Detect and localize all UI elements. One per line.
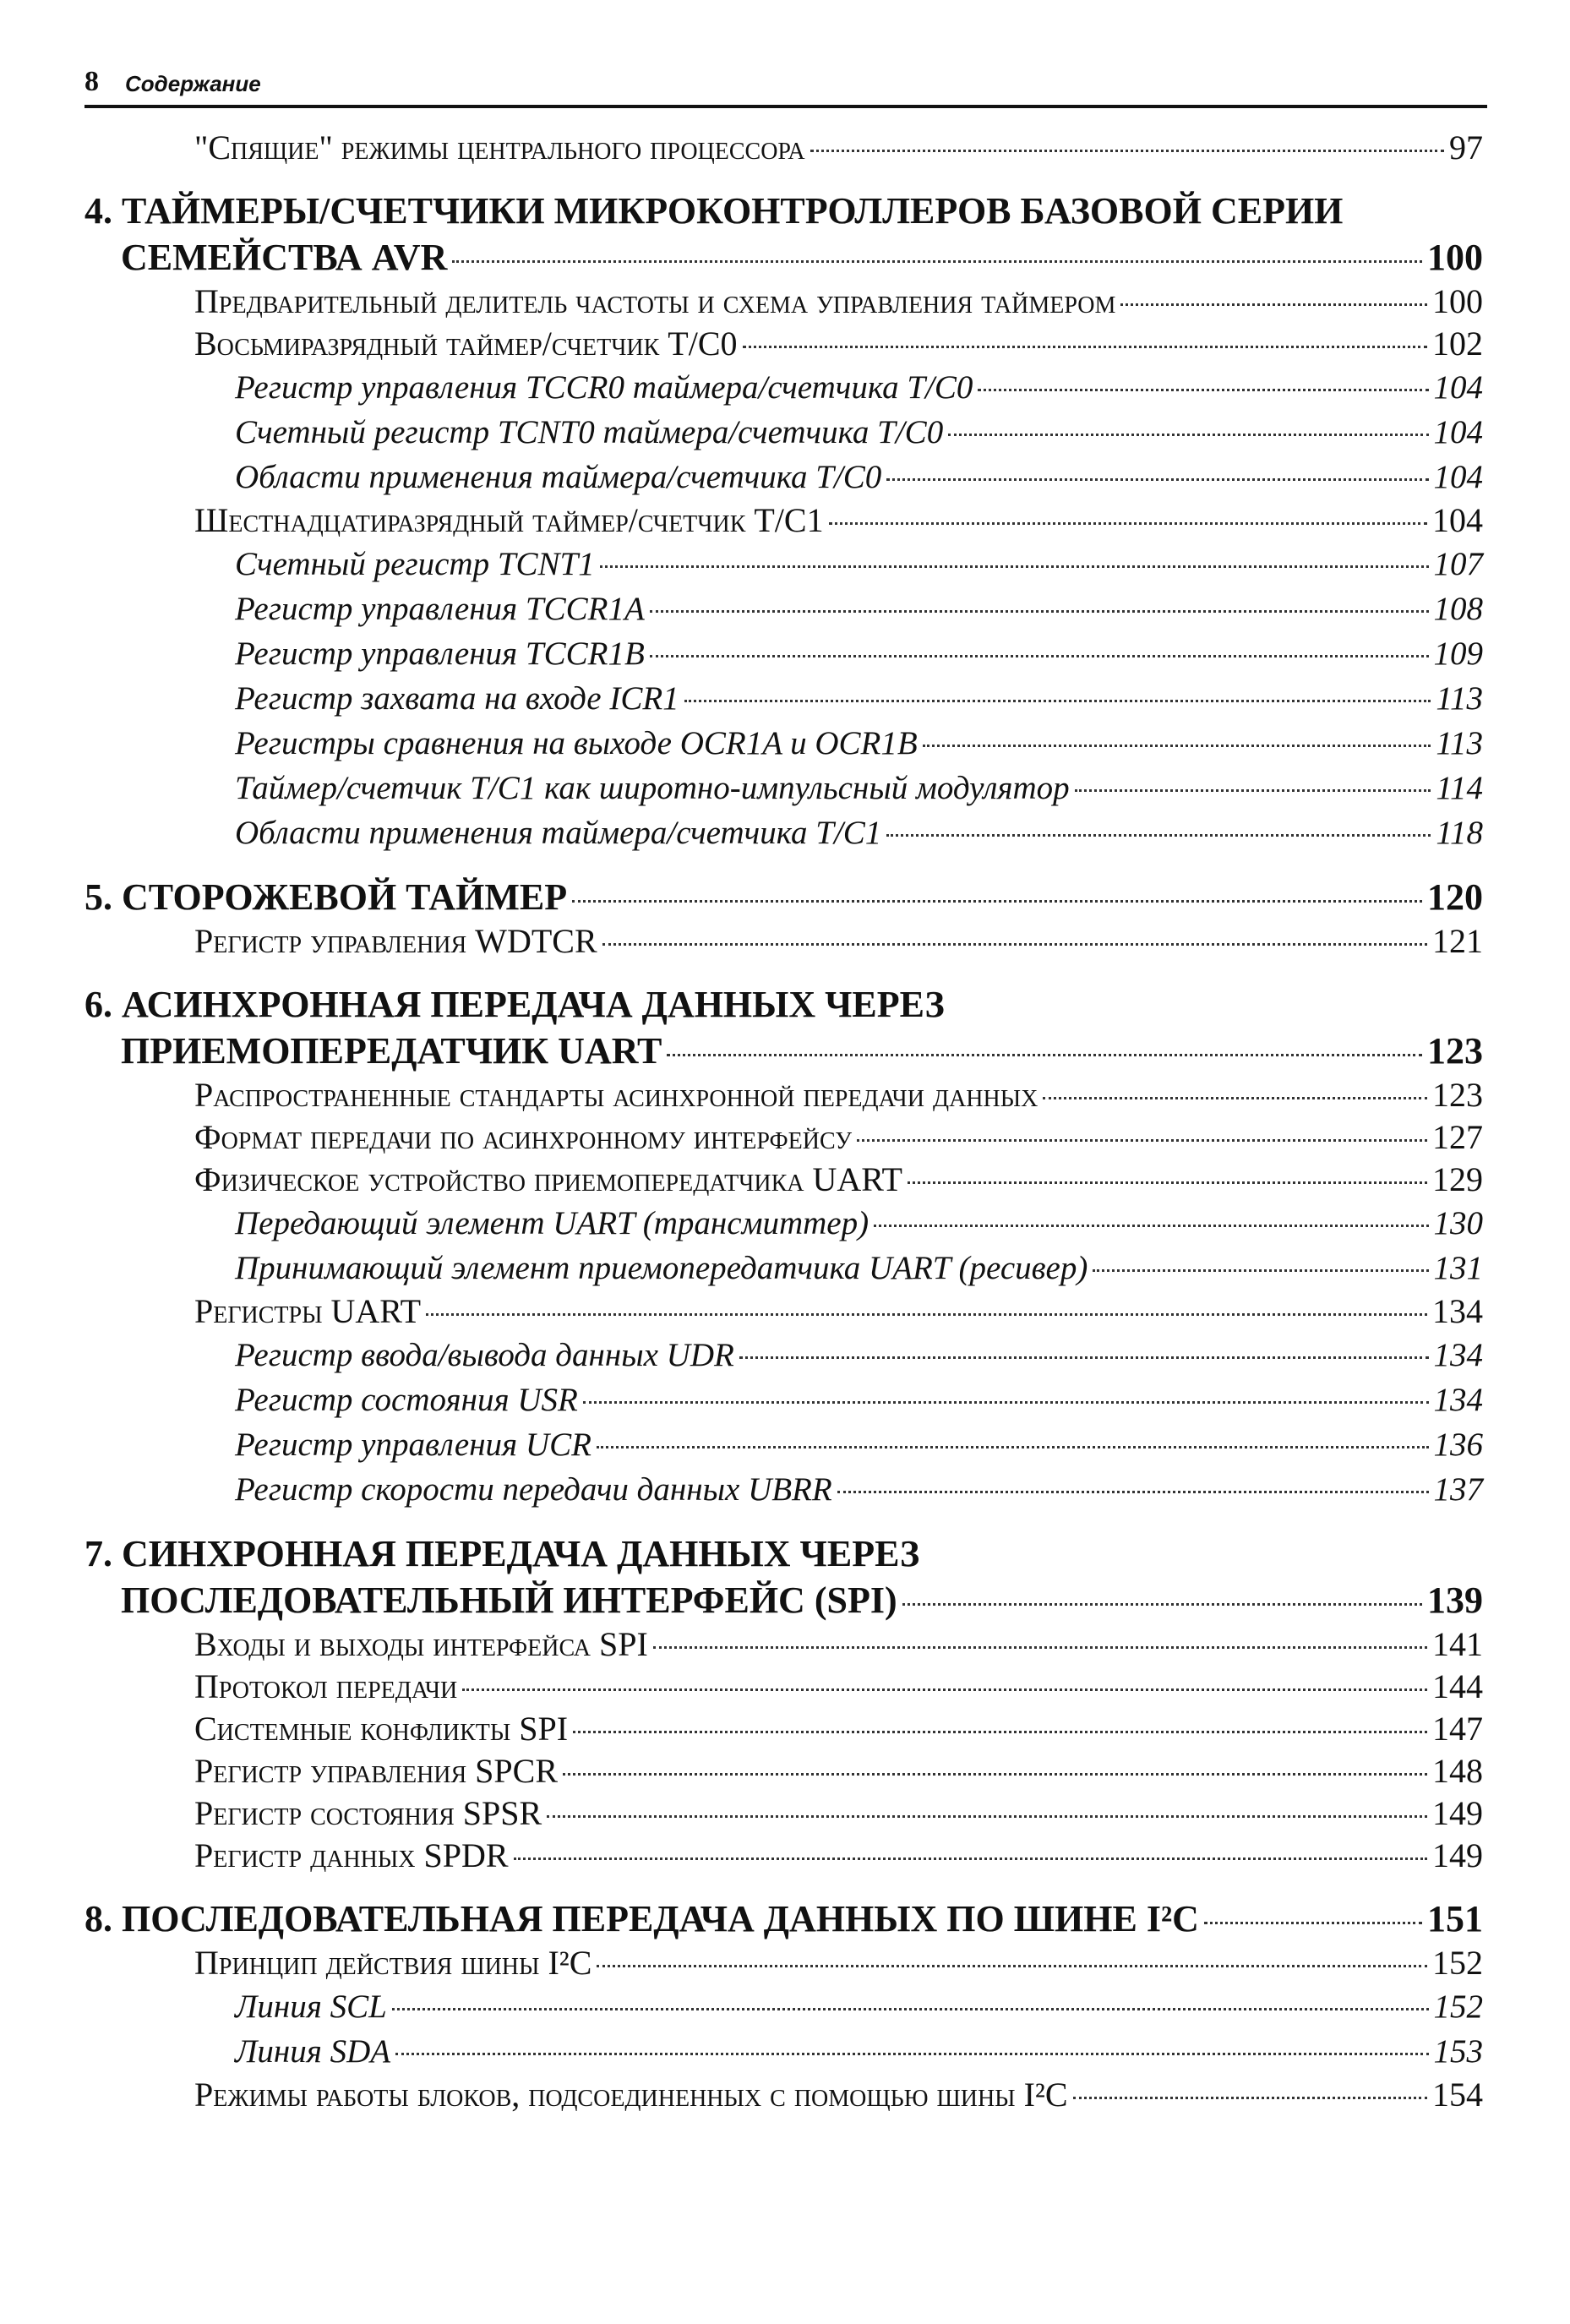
- toc-section[interactable]: [84, 920, 1483, 963]
- entry-title: Регистр состояния USR: [235, 1382, 578, 1418]
- dot-leader: [597, 1446, 1429, 1448]
- toc-subsection[interactable]: [84, 721, 1483, 766]
- entry-title: Восьмиразрядный таймер/счетчик T/C0: [194, 325, 738, 363]
- entry-title: Области применения таймера/счетчика T/C0: [235, 459, 882, 495]
- toc-section[interactable]: [84, 1708, 1483, 1750]
- page-ref: 123: [1427, 1030, 1483, 1072]
- dot-leader: [395, 2053, 1428, 2055]
- page-ref: 127: [1432, 1118, 1483, 1156]
- page-ref: 104: [1433, 414, 1483, 450]
- header-rule: [84, 105, 1487, 108]
- entry-title: Области применения таймера/счетчика T/C1: [235, 815, 882, 851]
- page-header: [84, 66, 1487, 103]
- toc-subsection[interactable]: [84, 1246, 1483, 1290]
- dot-leader: [1204, 1922, 1422, 1924]
- page-ref: 100: [1432, 282, 1483, 320]
- toc-section[interactable]: [84, 2074, 1483, 2116]
- entry-title: Регистр захвата на входе ICR1: [235, 680, 679, 717]
- toc-subsection[interactable]: [84, 766, 1483, 810]
- dot-leader: [667, 1054, 1422, 1056]
- toc-section[interactable]: [84, 1750, 1483, 1792]
- dot-leader: [923, 745, 1431, 747]
- entry-title: Регистр состояния SPSR: [194, 1794, 542, 1832]
- page-ref: 134: [1433, 1382, 1483, 1418]
- dot-leader: [392, 2008, 1429, 2010]
- page-ref: 152: [1432, 1944, 1483, 1982]
- chapter-number: 8.: [84, 1898, 122, 1939]
- chapter-heading[interactable]: [84, 874, 1483, 920]
- chapter-title-text: ПОСЛЕДОВАТЕЛЬНАЯ ПЕРЕДАЧА ДАННЫХ ПО ШИНЕ I²C: [122, 1898, 1199, 1939]
- entry-title: Передающий элемент UART (трансмиттер): [235, 1205, 869, 1241]
- entry-title: Протокол передачи: [194, 1667, 458, 1705]
- dot-leader: [514, 1858, 1427, 1860]
- toc-section[interactable]: [84, 1942, 1483, 1984]
- running-title: Содержание: [125, 71, 261, 96]
- chapter-title-line: [84, 1896, 1483, 1942]
- toc-subsection[interactable]: [84, 676, 1483, 721]
- entry-title: Распространенные стандарты асинхронной передачи данных: [194, 1076, 1038, 1114]
- dot-leader: [886, 834, 1431, 837]
- entry-title: Регистр управления TCCR1A: [235, 591, 645, 627]
- entry-title: Регистр управления TCCR1B: [235, 636, 645, 672]
- table-of-contents: [84, 127, 1483, 2116]
- chapter-number: 6.: [84, 984, 122, 1025]
- entry-title: Формат передачи по асинхронному интерфейсу: [194, 1118, 853, 1156]
- chapter-title: СИНХРОННАЯ ПЕРЕДАЧА ДАННЫХ ЧЕРЕЗ: [122, 1533, 920, 1574]
- page-ref: 137: [1433, 1471, 1483, 1508]
- chapter-title-line: [84, 1577, 1483, 1623]
- chapter-heading[interactable]: [84, 981, 1483, 1074]
- toc-subsection[interactable]: [84, 1467, 1483, 1512]
- page-ref: 129: [1432, 1160, 1483, 1198]
- dot-leader: [810, 150, 1444, 152]
- chapter-number: 7.: [84, 1533, 122, 1574]
- dot-leader: [743, 346, 1427, 348]
- page-ref: 121: [1432, 922, 1483, 960]
- page-ref: 97: [1449, 128, 1483, 166]
- page-ref: 120: [1427, 876, 1483, 918]
- entry-title: Принимающий элемент приемопередатчика UART (ресивер): [235, 1250, 1088, 1286]
- entry-title: Регистр управления SPCR: [194, 1752, 559, 1790]
- toc-subsection[interactable]: [84, 1333, 1483, 1377]
- dot-leader: [597, 1965, 1427, 1967]
- dot-leader: [573, 1731, 1427, 1733]
- toc-subsection[interactable]: [84, 410, 1483, 455]
- page-ref: 104: [1433, 459, 1483, 495]
- entry-title: Регистр ввода/вывода данных UDR: [235, 1337, 734, 1373]
- page-ref: 149: [1432, 1836, 1483, 1874]
- page-ref: 144: [1432, 1667, 1483, 1705]
- page-ref: 131: [1433, 1250, 1483, 1286]
- entry-title: Счетный регистр TCNT1: [235, 546, 595, 582]
- toc-subsection[interactable]: [84, 1377, 1483, 1422]
- dot-leader: [857, 1139, 1427, 1142]
- page-ref: 104: [1432, 501, 1483, 539]
- entry-title: Таймер/счетчик T/C1 как широтно-импульсный модулятор: [235, 770, 1070, 806]
- dot-leader: [829, 522, 1427, 525]
- toc-subsection[interactable]: [84, 365, 1483, 410]
- dot-leader: [902, 1603, 1422, 1606]
- toc-section[interactable]: [84, 499, 1483, 542]
- page-ref: 107: [1433, 546, 1483, 582]
- dot-leader: [650, 610, 1429, 613]
- dot-leader: [650, 655, 1429, 657]
- page-ref: 147: [1432, 1710, 1483, 1748]
- dot-leader: [602, 943, 1427, 946]
- page-ref: 148: [1432, 1752, 1483, 1790]
- chapter-title-line: [84, 981, 1483, 1028]
- toc-section[interactable]: [84, 323, 1483, 365]
- toc-subsection[interactable]: [84, 586, 1483, 631]
- chapter-title-text: СТОРОЖЕВОЙ ТАЙМЕР: [122, 876, 568, 918]
- toc-section[interactable]: [84, 1666, 1483, 1708]
- entry-title: Системные конфликты SPI: [194, 1710, 569, 1748]
- entry-title: Входы и выходы интерфейса SPI: [194, 1625, 648, 1663]
- page-ref: 153: [1433, 2033, 1483, 2070]
- toc-subsection[interactable]: [84, 631, 1483, 676]
- toc-subsection[interactable]: [84, 2029, 1483, 2074]
- chapter-title-line: [84, 874, 1483, 920]
- toc-section[interactable]: [84, 1116, 1483, 1159]
- dot-leader: [1093, 1269, 1428, 1272]
- page-ref: 123: [1432, 1076, 1483, 1114]
- page-ref: 149: [1432, 1794, 1483, 1832]
- page-ref: 100: [1427, 237, 1483, 278]
- dot-leader: [1120, 303, 1427, 306]
- dot-leader: [948, 434, 1428, 436]
- page-ref: 130: [1433, 1205, 1483, 1241]
- entry-title: Предварительный делитель частоты и схема управления таймером: [194, 282, 1116, 320]
- dot-leader: [886, 478, 1428, 481]
- toc-section[interactable]: [84, 1792, 1483, 1835]
- entry-title: Регистр управления TCCR0 таймера/счетчика T/C0: [235, 369, 973, 406]
- chapter-title-continued: ПРИЕМОПЕРЕДАТЧИК UART: [121, 1030, 662, 1072]
- page-ref: 113: [1436, 680, 1483, 717]
- chapter-title: ТАЙМЕРЫ/СЧЕТЧИКИ МИКРОКОНТРОЛЛЕРОВ БАЗОВОЙ СЕРИИ: [122, 190, 1344, 232]
- toc-section[interactable]: [84, 1835, 1483, 1877]
- page-ref: 134: [1432, 1292, 1483, 1330]
- chapter-number: 5.: [84, 876, 122, 918]
- entry-title: Регистр скорости передачи данных UBRR: [235, 1471, 832, 1508]
- toc-section[interactable]: [84, 127, 1483, 169]
- toc-section[interactable]: [84, 1074, 1483, 1116]
- page-ref: 152: [1433, 1988, 1483, 2025]
- chapter-title: [84, 1896, 1199, 1942]
- toc-section[interactable]: [84, 281, 1483, 323]
- chapter-heading[interactable]: [84, 1530, 1483, 1623]
- chapter-title: [84, 874, 567, 920]
- toc-subsection[interactable]: [84, 1422, 1483, 1467]
- dot-leader: [874, 1225, 1428, 1227]
- page-number: 8: [84, 66, 99, 97]
- chapter-title-continued: СЕМЕЙСТВА AVR: [121, 237, 448, 278]
- entry-title: "Спящие" режимы центрального процессора: [194, 128, 805, 166]
- dot-leader: [1073, 2097, 1427, 2099]
- page-ref: 139: [1427, 1579, 1483, 1621]
- entry-title: Линия SCL: [235, 1988, 387, 2025]
- entry-title: Шестнадцатиразрядный таймер/счетчик T/C1: [194, 501, 824, 539]
- chapter-title-line: [84, 1530, 1483, 1577]
- entry-title: Регистр данных SPDR: [194, 1836, 509, 1874]
- dot-leader: [462, 1688, 1427, 1691]
- entry-title: Регистр управления UCR: [235, 1427, 591, 1463]
- page-ref: 113: [1436, 725, 1483, 761]
- toc-section[interactable]: [84, 1290, 1483, 1333]
- page-ref: 141: [1432, 1625, 1483, 1663]
- entry-title: Физическое устройство приемопередатчика UART: [194, 1160, 902, 1198]
- chapter-title-line: [84, 188, 1483, 234]
- toc-subsection[interactable]: [84, 810, 1483, 855]
- page-ref: 151: [1427, 1898, 1483, 1939]
- toc-subsection[interactable]: [84, 542, 1483, 586]
- entry-title: Счетный регистр TCNT0 таймера/счетчика T/C0: [235, 414, 944, 450]
- chapter-heading[interactable]: [84, 188, 1483, 281]
- dot-leader: [452, 260, 1422, 263]
- chapter-title: АСИНХРОННАЯ ПЕРЕДАЧА ДАННЫХ ЧЕРЕЗ: [122, 984, 945, 1025]
- dot-leader: [426, 1313, 1427, 1316]
- entry-title: Линия SDA: [235, 2033, 391, 2070]
- toc-section[interactable]: [84, 1159, 1483, 1201]
- dot-leader: [684, 700, 1431, 702]
- page-ref: 104: [1433, 369, 1483, 406]
- page-ref: 118: [1436, 815, 1483, 851]
- entry-title: Принцип действия шины I²C: [194, 1944, 592, 1982]
- page-ref: 108: [1433, 591, 1483, 627]
- page-ref: 114: [1436, 770, 1483, 806]
- dot-leader: [583, 1401, 1429, 1404]
- dot-leader: [978, 389, 1428, 391]
- page-ref: 109: [1433, 636, 1483, 672]
- dot-leader: [600, 565, 1429, 568]
- chapter-heading[interactable]: [84, 1896, 1483, 1942]
- dot-leader: [563, 1773, 1427, 1776]
- entry-title: Регистр управления WDTCR: [194, 922, 597, 960]
- chapter-title-continued: ПОСЛЕДОВАТЕЛЬНЫЙ ИНТЕРФЕЙС (SPI): [121, 1579, 897, 1621]
- dot-leader: [837, 1491, 1429, 1493]
- toc-subsection[interactable]: [84, 1201, 1483, 1246]
- entry-title: Регистры UART: [194, 1292, 422, 1330]
- page-ref: 102: [1432, 325, 1483, 363]
- toc-section[interactable]: [84, 1623, 1483, 1666]
- dot-leader: [1043, 1097, 1427, 1099]
- dot-leader: [908, 1181, 1427, 1184]
- dot-leader: [1075, 789, 1431, 792]
- dot-leader: [572, 900, 1422, 903]
- chapter-number: 4.: [84, 190, 122, 232]
- dot-leader: [739, 1356, 1429, 1359]
- toc-subsection[interactable]: [84, 1984, 1483, 2029]
- chapter-title-line: [84, 234, 1483, 281]
- chapter-title-line: [84, 1028, 1483, 1074]
- toc-subsection[interactable]: [84, 455, 1483, 499]
- entry-title: Режимы работы блоков, подсоединенных с помощью шины I²C: [194, 2076, 1068, 2114]
- dot-leader: [653, 1646, 1427, 1649]
- page-ref: 154: [1432, 2076, 1483, 2114]
- entry-title: Регистры сравнения на выходе OCR1A и OCR1B: [235, 725, 918, 761]
- dot-leader: [547, 1815, 1427, 1818]
- page-ref: 134: [1433, 1337, 1483, 1373]
- page-ref: 136: [1433, 1427, 1483, 1463]
